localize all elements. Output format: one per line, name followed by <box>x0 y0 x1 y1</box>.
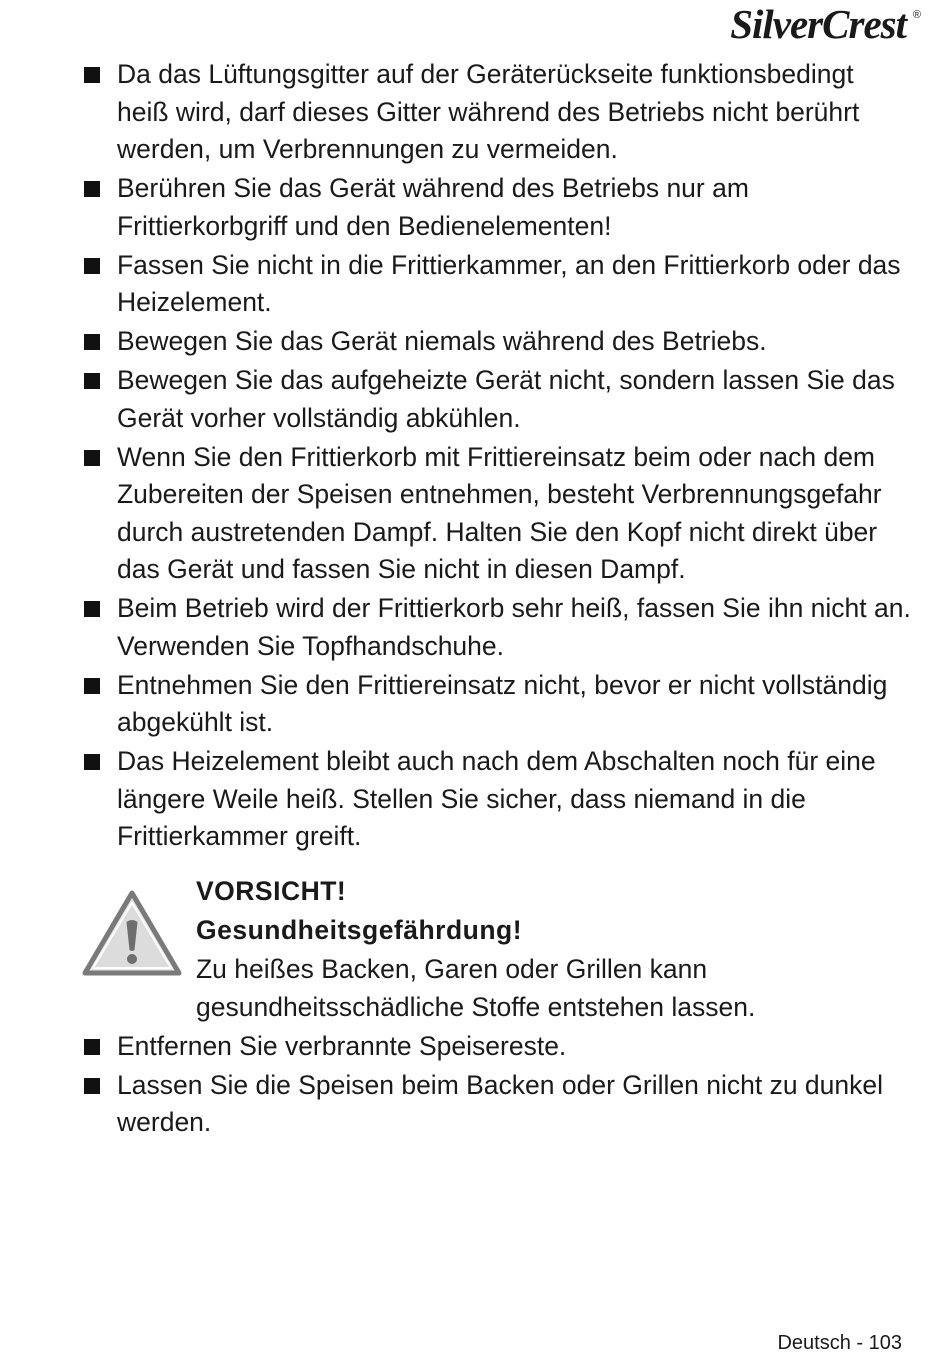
warning-triangle-icon <box>82 890 182 976</box>
list-item <box>82 743 912 856</box>
list-item-text: Wenn Sie den Frittierkorb mit Frittiereinsatz beim oder nach dem Zubereiten der Speisen entnehmen, besteht Verbrennungsgefahr durch austretenden Dampf. Halten Sie den Kopf nicht direkt über das Gerät und fassen Sie nicht in diesen Dampf. <box>117 441 882 584</box>
list-item-text: Beim Betrieb wird der Frittierkorb sehr heiß, fassen Sie ihn nicht an. Verwenden Sie Topfhandschuhe. <box>117 593 911 661</box>
page-content <box>82 56 912 1143</box>
square-bullet-icon <box>84 450 100 466</box>
square-bullet-icon <box>84 67 100 83</box>
square-bullet-icon <box>84 601 100 617</box>
list-item-text: Bewegen Sie das Gerät niemals während des Betriebs. <box>117 326 767 356</box>
square-bullet-icon <box>84 1039 100 1055</box>
square-bullet-icon <box>84 1078 100 1094</box>
square-bullet-icon <box>84 678 100 694</box>
list-item <box>82 439 912 589</box>
list-item-text: Fassen Sie nicht in die Frittierkammer, an den Frittierkorb oder das Heizelement. <box>117 249 901 317</box>
list-item <box>82 362 912 437</box>
page-number: Deutsch - 103 <box>777 1332 902 1354</box>
list-item-text: Lassen Sie die Speisen beim Backen oder Grillen nicht zu dunkel werden. <box>117 1069 884 1137</box>
list-item <box>82 1028 912 1066</box>
list-item-text: Das Heizelement bleibt auch nach dem Abschalten noch für eine längere Weile heiß. Stellen Sie sicher, dass niemand in die Frittierkammer greift. <box>117 746 876 851</box>
square-bullet-icon <box>84 258 100 274</box>
registered-mark: ® <box>912 9 920 21</box>
caution-heading: VORSICHT! <box>196 875 347 906</box>
list-item <box>82 247 912 322</box>
safety-list <box>82 56 912 856</box>
list-item-text: Entfernen Sie verbrannte Speisereste. <box>117 1030 567 1061</box>
list-item <box>82 667 912 742</box>
health-hazard-heading: Gesundheitsgefährdung! <box>196 914 523 945</box>
list-item-text: Bewegen Sie das aufgeheizte Gerät nicht, sondern lassen Sie das Gerät vorher vollständig abkühlen. <box>117 365 895 433</box>
square-bullet-icon <box>84 181 100 197</box>
list-item-text: Entnehmen Sie den Frittiereinsatz nicht, bevor er nicht vollständig abgekühlt ist. <box>117 669 888 737</box>
logo-text: SilverCrest <box>730 1 906 47</box>
square-bullet-icon <box>84 373 100 389</box>
list-item-text: Da das Lüftungsgitter auf der Geräterückseite funktionsbedingt heiß wird, darf dieses Gitter während des Betriebs nicht berührt werden, um Verbrennungen zu vermeiden. <box>117 59 860 164</box>
caution-block <box>82 872 912 1024</box>
square-bullet-icon <box>84 754 100 770</box>
square-bullet-icon <box>84 334 100 350</box>
list-item <box>82 1067 912 1142</box>
silvercrest-logo <box>730 1 920 47</box>
list-item <box>82 590 912 665</box>
list-item <box>82 170 912 245</box>
caution-text: Zu heißes Backen, Garen oder Grillen kann gesundheitsschädliche Stoffe entstehen lassen. <box>196 953 756 1022</box>
list-item-text: Berühren Sie das Gerät während des Betriebs nur am Frittierkorbgriff und den Bedienelementen! <box>117 173 749 241</box>
list-item <box>82 323 912 361</box>
final-list <box>82 1028 912 1142</box>
list-item <box>82 56 912 169</box>
